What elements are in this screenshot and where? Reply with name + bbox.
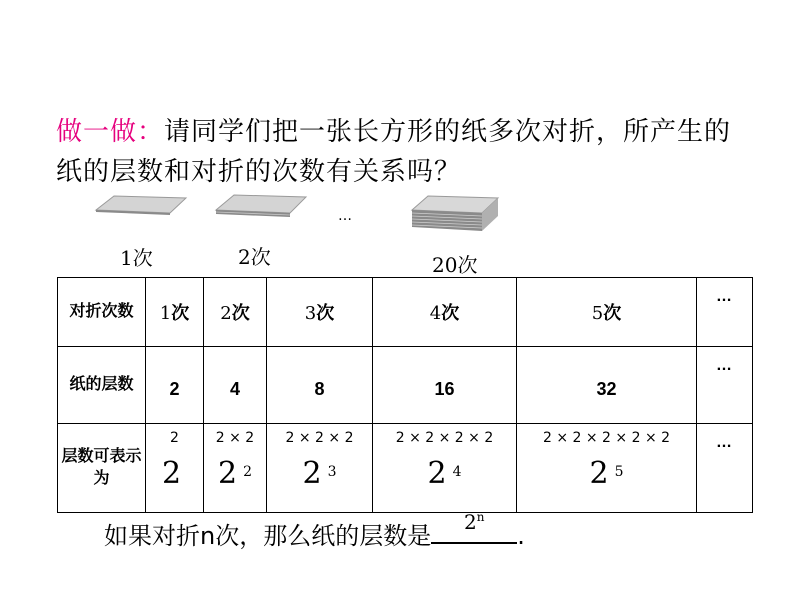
layer-count-cell: 4 bbox=[204, 347, 267, 424]
paper-fold-1-image bbox=[92, 194, 188, 216]
row-header-expression: 层数可表示为 bbox=[58, 424, 146, 513]
power-expression: 2 $^2$ bbox=[217, 456, 252, 491]
paper-fold-2-image bbox=[212, 193, 308, 219]
answer-expression: 2$^n$ bbox=[463, 510, 485, 534]
fold-count-cell: 4次 bbox=[373, 278, 517, 347]
table-ellipsis: … bbox=[697, 424, 753, 513]
table-row-layers bbox=[58, 347, 753, 424]
power-expression: 2 bbox=[161, 456, 182, 491]
expression-cell bbox=[373, 424, 517, 513]
product-expression: 2 bbox=[170, 430, 179, 446]
product-expression: 2 × 2 × 2 bbox=[285, 430, 354, 446]
fold-count-cell: 2次 bbox=[204, 278, 267, 347]
product-expression: 2 × 2 × 2 × 2 bbox=[395, 430, 494, 446]
expression-cell bbox=[517, 424, 697, 513]
product-expression: 2 × 2 bbox=[215, 430, 255, 446]
expression-cell bbox=[146, 424, 204, 513]
table-row-expression bbox=[58, 424, 753, 513]
layer-count-cell: 32 bbox=[517, 347, 697, 424]
activity-label: 做一做： bbox=[56, 117, 165, 147]
product-expression: 2 × 2 × 2 × 2 × 2 bbox=[542, 430, 671, 446]
fold-count-cell: 1次 bbox=[146, 278, 204, 347]
paper-caption-2: 2次 bbox=[238, 245, 271, 269]
paper-ellipsis: … bbox=[338, 208, 353, 224]
table-ellipsis: … bbox=[697, 278, 753, 347]
row-header-layers: 纸的层数 bbox=[58, 347, 146, 424]
folding-table bbox=[57, 277, 753, 513]
activity-prompt bbox=[56, 112, 756, 192]
table-row-fold-count bbox=[58, 278, 753, 347]
expression-cell bbox=[267, 424, 373, 513]
row-header-fold-count: 对折次数 bbox=[58, 278, 146, 347]
answer-blank bbox=[431, 510, 517, 544]
conclusion-text: 如果对折n次，那么纸的层数是 bbox=[104, 522, 432, 550]
conclusion-period: . bbox=[517, 522, 525, 550]
layer-count-cell: 8 bbox=[267, 347, 373, 424]
layer-count-cell: 2 bbox=[146, 347, 204, 424]
paper-caption-1: 1次 bbox=[120, 246, 153, 270]
table-ellipsis: … bbox=[697, 347, 753, 424]
power-expression: 2 $^3$ bbox=[302, 456, 337, 491]
power-expression: 2 $^4$ bbox=[427, 456, 462, 491]
fold-count-cell: 3次 bbox=[267, 278, 373, 347]
conclusion-sentence bbox=[104, 510, 525, 551]
paper-fold-20-image bbox=[408, 194, 500, 234]
power-expression: 2 $^5$ bbox=[589, 456, 624, 491]
activity-question: 请同学们把一张长方形的纸多次对折，所产生的纸的层数和对折的次数有关系吗？ bbox=[56, 117, 732, 187]
expression-cell bbox=[204, 424, 267, 513]
fold-count-cell: 5次 bbox=[517, 278, 697, 347]
paper-caption-20: 20次 bbox=[432, 253, 478, 277]
layer-count-cell: 16 bbox=[373, 347, 517, 424]
